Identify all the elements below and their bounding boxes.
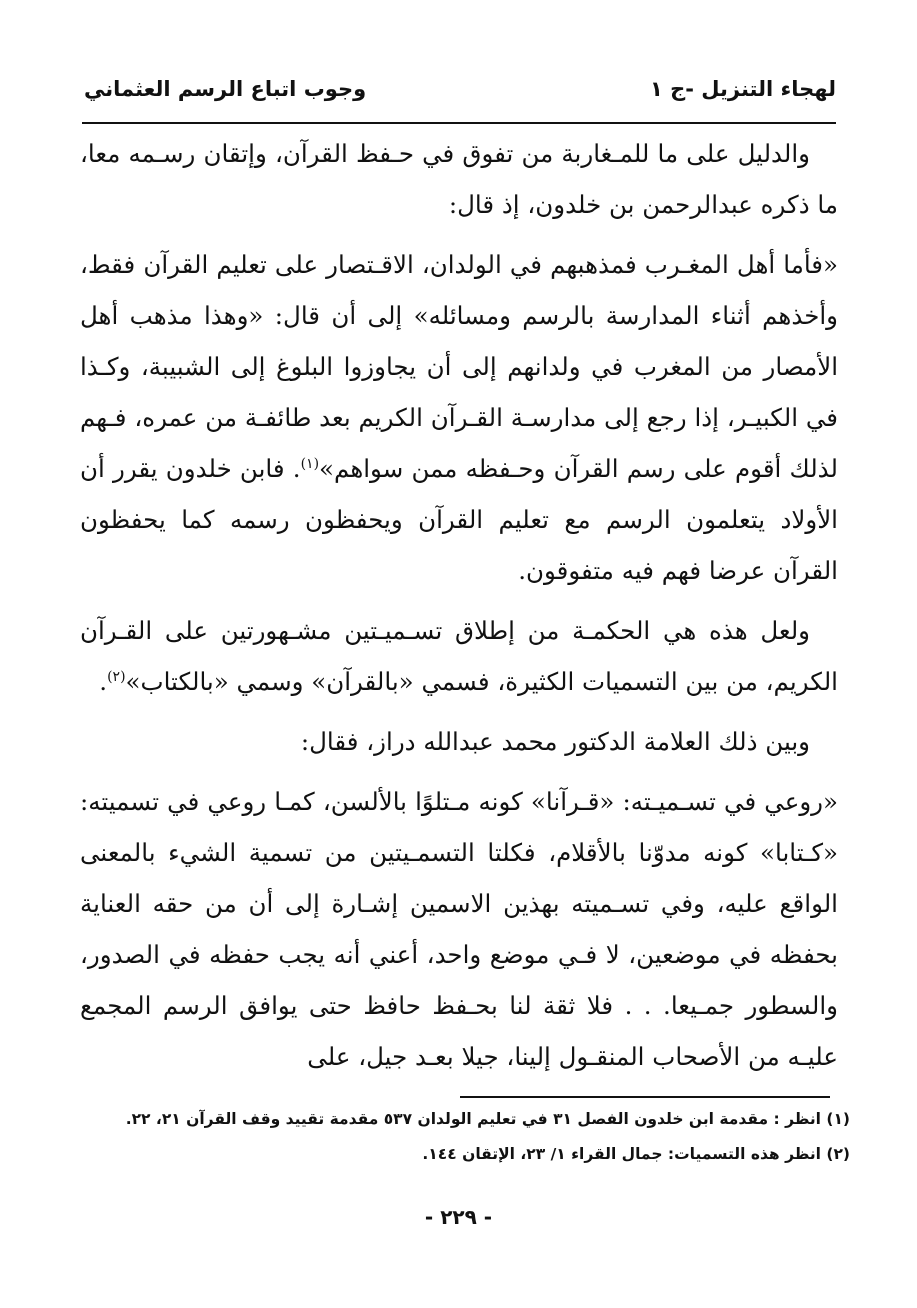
paragraph-continuation: . فابن خلدون يقرر أن الأولاد يتعلمون الرسم مع تعليم القرآن ويحفظون رسمه كما يحفظون القرآن عرضا فهم فيه متفوقون. bbox=[80, 454, 838, 585]
header-divider bbox=[82, 122, 836, 124]
chapter-title: وجوب اتباع الرسم العثماني bbox=[84, 77, 367, 101]
footnote-ref: (١) bbox=[300, 455, 320, 472]
paragraph: وبين ذلك العلامة الدكتور محمد عبدالله دراز، فقال: bbox=[300, 727, 810, 756]
paragraph-end: . bbox=[99, 667, 108, 696]
page-number: - ٢٢٩ - bbox=[424, 1205, 493, 1229]
paragraph bbox=[80, 605, 838, 707]
footnote: (١) انظر : مقدمة ابن خلدون الفصل ٣١ في تعليم الولدان ٥٣٧ مقدمة تقييد وقف القرآن ٢١، ٢٢. bbox=[125, 1110, 850, 1128]
book-title: لهجاء التنزيل -ج ١ bbox=[649, 77, 836, 101]
running-header bbox=[84, 68, 836, 110]
paragraph: والدليل على ما للمـغاربة من تفوق في حـفظ القرآن، وإتقان رسـمه معا، ما ذكره عبدالرحمن بن خلدون، إذ قال: bbox=[80, 139, 838, 219]
quote-text: «فأما أهل المغـرب فمذهبهم في الولدان، الاقـتصار على تعليم القرآن فقط، وأخذهم أثناء المدارسة بالرسم ومسائله» إلى أن قال: «وهذا مذهب أهل الأمصار من المغرب في ولدانهم إلى أن يجاوزوا البلوغ إلى الشبيبة، وكـذا في الكبيـر، إذا رجع إلى مدارسـة القـرآن الكريم بعد طائفـة من عمره، فـهم لذلك أقوم على رسم القرآن وحـفظه ممن سواهم» bbox=[80, 250, 838, 483]
main-text bbox=[80, 128, 838, 1091]
footnote-ref: (٢) bbox=[107, 668, 126, 685]
paragraph: «روعي في تسـميـته: «قـرآنا» كونه مـتلوًا بالألسن، كمـا روعي في تسميته: «كـتابا» كونه مدوّنا بالأقلام، فكلتا التسمـيتين من تسمية الشيء بالمعنى الواقع عليه، وفي تسـميته بهذين الاسمين إشـارة إلى أن من حقه العناية بحفظه في موضعين، لا فـي موضع واحد، أعني أنه يجب حفظه في الصدور، والسطور جمـيعا. . . فلا ثقة لنا بحـفظ حافظ حتى يوافق الرسم المجمع عليـه من الأصحاب المنقـول إلينا، جيلا بعـد جيل، على bbox=[80, 787, 838, 1071]
paragraph bbox=[80, 239, 838, 596]
footnotes bbox=[125, 1102, 850, 1172]
footnote: (٢) انظر هذه التسميات: جمال القراء ١/ ٢٣، الإتقان ١٤٤. bbox=[422, 1145, 850, 1163]
footnote-divider bbox=[460, 1096, 830, 1098]
paragraph-text: ولعل هذه هي الحكمـة من إطلاق تسـميـتين مشـهورتين على القـرآن الكريم، من بين التسميات الكثيرة، فسمي «بالقرآن» وسمي «بالكتاب» bbox=[80, 616, 838, 696]
